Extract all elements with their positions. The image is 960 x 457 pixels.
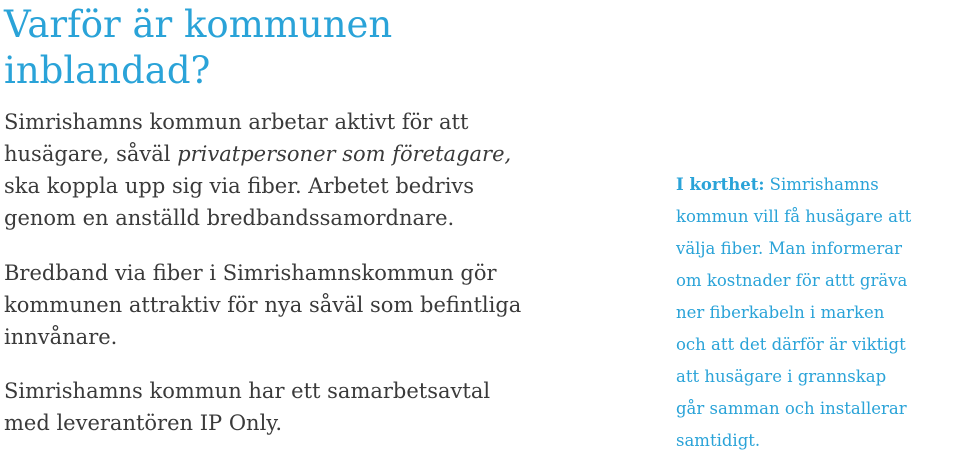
text-line: Simrishamns kommun arbetar aktivt för att	[4, 110, 469, 134]
summary-box	[676, 169, 960, 457]
text-line: med leverantören IP Only.	[4, 411, 283, 435]
summary-line: går samman och installerar	[676, 399, 907, 418]
page-heading	[4, 2, 604, 94]
text-line	[4, 138, 644, 170]
heading-line-1: Varför är kommunen	[4, 3, 393, 46]
summary-line	[676, 169, 960, 201]
summary-label: I korthet:	[676, 175, 765, 194]
summary-line: välja fiber. Man informerar	[676, 239, 902, 258]
summary-line: om kostnader för attt gräva	[676, 271, 908, 290]
text-line: innvånare.	[4, 325, 118, 349]
main-text	[4, 106, 644, 439]
summary-line: ner fiberkabeln i marken	[676, 303, 885, 322]
heading-line-2: inblandad?	[4, 49, 211, 92]
paragraph-fiber	[4, 257, 644, 353]
summary-text: Simrishamns	[764, 175, 879, 194]
text-line: genom en anställd bredbandssamordnare.	[4, 206, 455, 230]
summary-line: kommun vill få husägare att	[676, 207, 912, 226]
text-line: Bredband via fiber i Simrishamnskommun gör	[4, 261, 497, 285]
summary-line: att husägare i grannskap	[676, 367, 887, 386]
text-line: ska koppla upp sig via fiber. Arbetet bedrivs	[4, 174, 475, 198]
paragraph-intro	[4, 106, 644, 234]
summary-line: samtidigt.	[676, 431, 761, 450]
text-line: kommunen attraktiv för nya såväl som befintliga	[4, 293, 522, 317]
paragraph-agreement	[4, 375, 644, 439]
summary-line: och att det därför är viktigt	[676, 335, 906, 354]
text-segment: husägare, såväl	[4, 142, 178, 166]
text-line: Simrishamns kommun har ett samarbetsavtal	[4, 379, 491, 403]
emphasis-text: privatpersoner som företagare,	[177, 142, 512, 166]
